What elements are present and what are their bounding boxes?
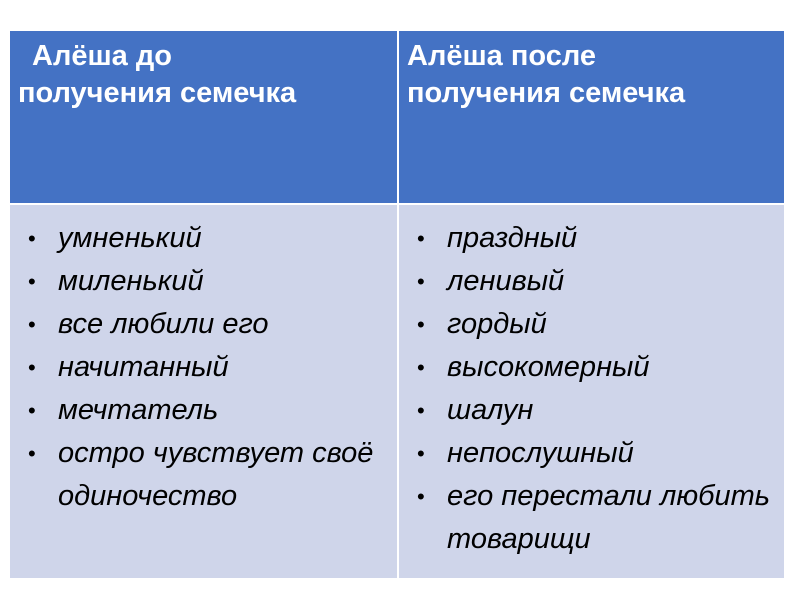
bullet-icon: • <box>417 441 425 466</box>
trait-text: ленивый <box>447 265 565 297</box>
list-item <box>413 432 776 475</box>
trait-text: мечтатель <box>58 394 219 426</box>
trait-text: умненький <box>58 222 202 254</box>
bullet-icon: • <box>417 269 425 294</box>
bullet-icon: • <box>417 484 425 509</box>
body-cell-after <box>398 204 784 578</box>
list-item <box>24 260 389 303</box>
list-item <box>413 303 776 346</box>
trait-text: непослушный <box>447 437 634 469</box>
trait-text: остро чувствует своё одиночество <box>58 437 374 512</box>
header-cell-after <box>398 31 784 204</box>
bullet-icon: • <box>28 398 36 423</box>
trait-text: гордый <box>447 308 547 340</box>
list-item <box>24 217 389 260</box>
bullet-icon: • <box>28 312 36 337</box>
trait-text: шалун <box>447 394 534 426</box>
bullet-icon: • <box>417 312 425 337</box>
bullet-icon: • <box>417 355 425 380</box>
list-item <box>24 303 389 346</box>
trait-text: начитанный <box>58 351 229 383</box>
trait-text: его перестали любить товарищи <box>447 480 770 555</box>
traits-list-after <box>413 217 776 561</box>
header-before-line2: получения семечка <box>18 77 297 109</box>
traits-list-before <box>24 217 389 518</box>
list-item <box>24 346 389 389</box>
bullet-icon: • <box>417 226 425 251</box>
header-cell-before <box>10 31 398 204</box>
bullet-icon: • <box>28 441 36 466</box>
list-item <box>413 475 776 561</box>
trait-text: высокомерный <box>447 351 650 383</box>
trait-text: все любили его <box>58 308 269 340</box>
header-after-line1: Алёша после <box>407 40 596 72</box>
bullet-icon: • <box>28 355 36 380</box>
list-item <box>413 389 776 432</box>
comparison-table <box>10 31 784 578</box>
list-item <box>413 346 776 389</box>
list-item <box>413 260 776 303</box>
trait-text: миленький <box>58 265 204 297</box>
bullet-icon: • <box>28 226 36 251</box>
trait-text: праздный <box>447 222 578 254</box>
bullet-icon: • <box>417 398 425 423</box>
body-row <box>10 204 784 578</box>
list-item <box>24 432 389 518</box>
bullet-icon: • <box>28 269 36 294</box>
header-before-line1: Алёша до <box>32 40 172 72</box>
header-after-line2: получения семечка <box>407 77 686 109</box>
header-row <box>10 31 784 204</box>
body-cell-before <box>10 204 398 578</box>
list-item <box>413 217 776 260</box>
list-item <box>24 389 389 432</box>
